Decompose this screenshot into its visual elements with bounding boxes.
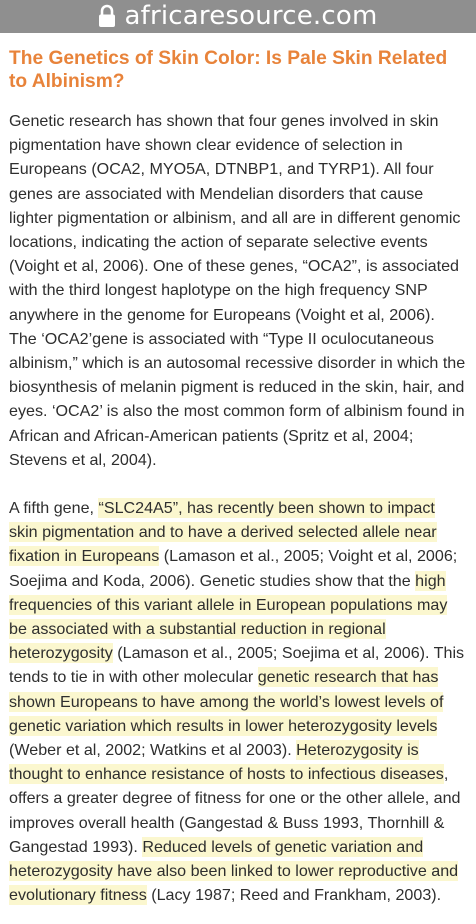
article [0, 33, 476, 908]
paragraph-1: Genetic research has shown that four genes involved in skin pigmentation have shown clear evidence of selection in Europeans (OCA2, MYO5A, DTNBP1, and TYRP1). All four genes are associated with Mendelian disorders that cause lighter pigmentation or albinism, and all are in different genomic locations, indicating the action of separate selective events (Voight et al, 2006). One of these genes, “OCA2”, is associated with the third longest haplotype on the high frequency SNP anywhere in the genome for Europeans (Voight et al, 2006). The ‘OCA2’gene is associated with “Type II oculocutaneous albinism,” which is an autosomal recessive disorder in which the biosynthesis of melanin pigment is reduced in the skin, hair, and eyes. ‘OCA2’ is also the most common form of albinism found in African and African-American patients (Spritz et al, 2004; Stevens et al, 2004). [9, 112, 466, 469]
address-bar[interactable] [0, 0, 476, 33]
paragraph-2 [9, 496, 466, 907]
highlighted-text: Heterozygosity is thought to enhance resistance of hosts to infectious diseases [9, 741, 444, 784]
highlighted-text: high frequencies of this variant allele in European populations may be associated with a substantial reduction in regional heterozygosity [9, 571, 448, 663]
text-span: , offers a greater degree of fitness for one or the other allele, and improves overall health (Gangestad & Buss 1993, Thornhill & Gangestad 1993). [9, 765, 461, 856]
text-span: (Lamason et al., 2005; Voight et al, 2006; Soejima and Koda, 2006). Genetic studies show that the [9, 547, 458, 590]
text-span: A fifth gene, [9, 499, 99, 518]
highlighted-text: Reduced levels of genetic variation and heterozygosity have also been linked to lower reproductive and evolutionary fitness [9, 837, 459, 905]
highlighted-text: genetic research that has shown Europeans to have among the world’s lowest levels of genetic variation which results in lower heterozygosity levels [9, 668, 444, 735]
text-span: (Weber et al, 2002; Watkins et al 2003). [9, 741, 297, 760]
lock-icon [98, 4, 116, 28]
article-title: The Genetics of Skin Color: Is Pale Skin Related to Albinism? [9, 48, 448, 92]
url-text[interactable]: africaresource.com [124, 1, 378, 31]
highlighted-text: “SLC24A5”, has recently been shown to impact skin pigmentation and to have a derived selected allele near fixation in Europeans [9, 499, 437, 566]
text-span: (Lacy 1987; Reed and Frankham, 2003). [146, 886, 442, 905]
text-span: (Lamason et al., 2005; Soejima et al, 2006). This tends to tie in with other molecular [9, 644, 465, 687]
